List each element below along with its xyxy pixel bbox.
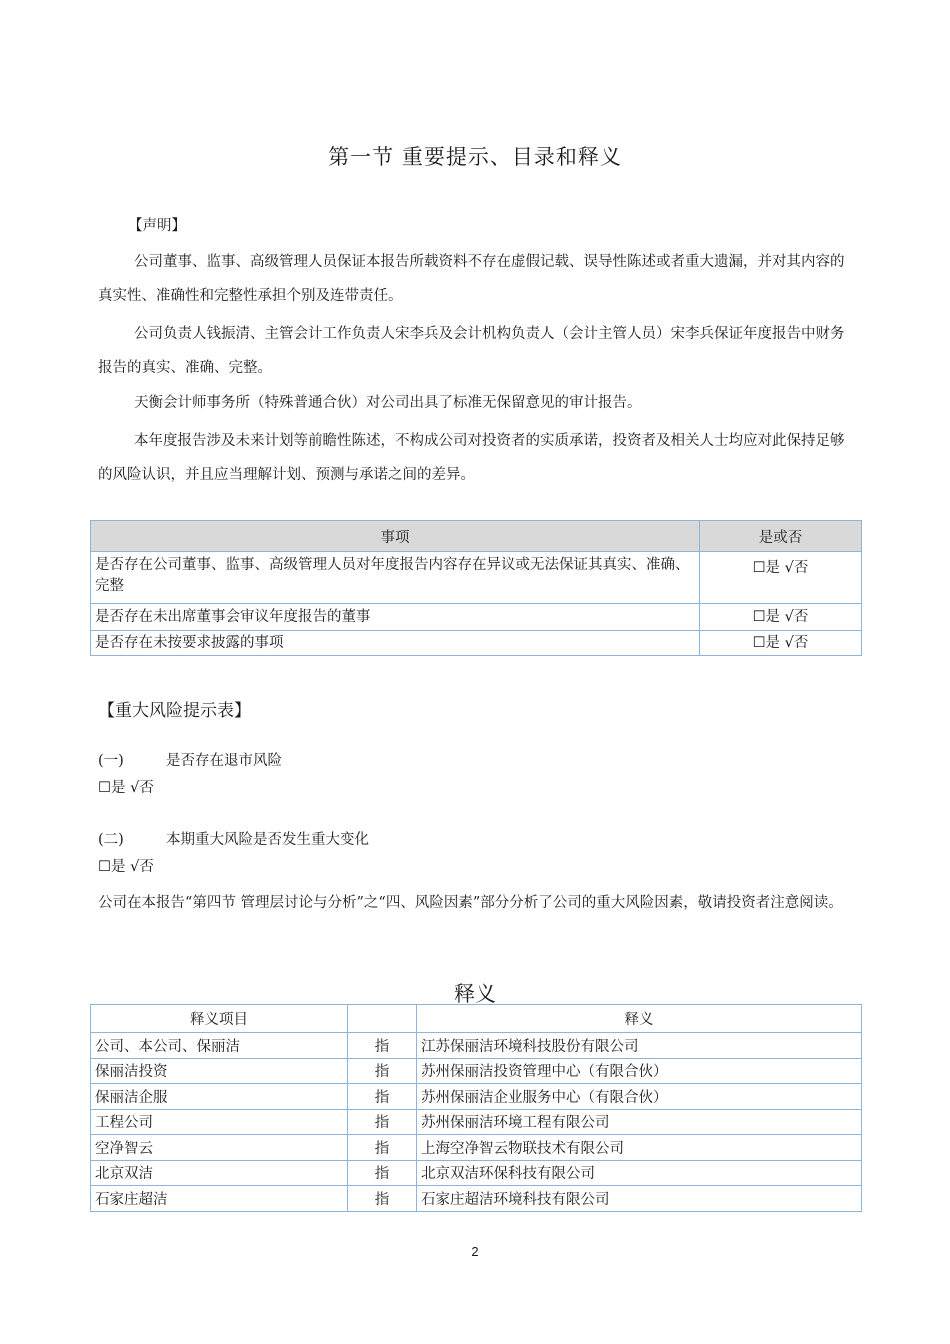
definition-meaning: 江苏保丽洁环境科技股份有限公司 — [417, 1033, 862, 1059]
table-row — [91, 1135, 862, 1161]
matter-answer: ☐是 √否 — [700, 552, 862, 604]
definition-meaning: 石家庄超洁环境科技有限公司 — [417, 1186, 862, 1212]
definition-refers: 指 — [348, 1186, 417, 1212]
definition-refers: 指 — [348, 1058, 417, 1084]
definition-term: 保丽洁投资 — [91, 1058, 348, 1084]
definition-meaning: 北京双洁环保科技有限公司 — [417, 1160, 862, 1186]
definition-meaning: 苏州保丽洁企业服务中心（有限合伙） — [417, 1084, 862, 1110]
column-header-answer: 是或否 — [700, 521, 862, 552]
definition-refers: 指 — [348, 1160, 417, 1186]
column-header-refers — [348, 1005, 417, 1033]
risk-item-1-answer: ☐是 √否 — [98, 780, 154, 796]
declaration-paragraph-4: 本年度报告涉及未来计划等前瞻性陈述，不构成公司对投资者的实质承诺，投资者及相关人士均应对此保持足够的风险认识，并且应当理解计划、预测与承诺之间的差异。 — [98, 433, 845, 483]
definition-term: 公司、本公司、保丽洁 — [91, 1033, 348, 1059]
declaration-heading: 【声明】 — [128, 218, 186, 234]
table-row — [91, 1109, 862, 1135]
table-row — [91, 1084, 862, 1110]
risk-item-1 — [98, 749, 282, 770]
definition-meaning: 上海空净智云物联技术有限公司 — [417, 1135, 862, 1161]
declaration-paragraph-2: 公司负责人钱振清、主管会计工作负责人宋李兵及会计机构负责人（会计主管人员）宋李兵保证年度报告中财务报告的真实、准确、完整。 — [98, 326, 845, 376]
matter-text: 是否存在未按要求披露的事项 — [91, 631, 700, 656]
definition-term: 保丽洁企服 — [91, 1084, 348, 1110]
risk-item-question: 是否存在退市风险 — [166, 753, 282, 769]
table-row — [91, 1033, 862, 1059]
table-row — [91, 552, 862, 604]
table-header-row — [91, 1005, 862, 1033]
declaration-paragraph-1: 公司董事、监事、高级管理人员保证本报告所载资料不存在虚假记载、误导性陈述或者重大遗漏，并对其内容的真实性、准确性和完整性承担个别及连带责任。 — [98, 254, 845, 304]
definition-refers: 指 — [348, 1135, 417, 1161]
risk-item-2-answer: ☐是 √否 — [98, 859, 154, 875]
definition-meaning: 苏州保丽洁环境工程有限公司 — [417, 1109, 862, 1135]
table-row — [91, 1058, 862, 1084]
definitions-title: 释义 — [454, 982, 496, 1006]
definition-term: 空净智云 — [91, 1135, 348, 1161]
matter-answer: ☐是 √否 — [700, 631, 862, 656]
risk-item-number: (一) — [98, 753, 124, 769]
matter-text: 是否存在公司董事、监事、高级管理人员对年度报告内容存在异议或无法保证其真实、准确、完整 — [91, 552, 700, 604]
definition-meaning: 苏州保丽洁投资管理中心（有限合伙） — [417, 1058, 862, 1084]
column-header-item: 事项 — [91, 521, 700, 552]
page-number: 2 — [471, 1244, 479, 1259]
definition-term: 石家庄超洁 — [91, 1186, 348, 1212]
definition-refers: 指 — [348, 1084, 417, 1110]
risk-item-number: (二) — [98, 832, 124, 848]
risk-item-question: 本期重大风险是否发生重大变化 — [166, 832, 369, 848]
matter-text: 是否存在未出席董事会审议年度报告的董事 — [91, 604, 700, 631]
column-header-meaning: 释义 — [417, 1005, 862, 1033]
matters-table — [90, 520, 862, 656]
page-title: 第一节 重要提示、目录和释义 — [328, 145, 622, 169]
definition-refers: 指 — [348, 1033, 417, 1059]
table-header-row — [91, 521, 862, 552]
declaration-paragraph-3: 天衡会计师事务所（特殊普通合伙）对公司出具了标准无保留意见的审计报告。 — [134, 395, 642, 411]
matter-answer: ☐是 √否 — [700, 604, 862, 631]
column-header-term: 释义项目 — [91, 1005, 348, 1033]
risk-note: 公司在本报告“第四节 管理层讨论与分析”之“四、风险因素”部分分析了公司的重大风险因素，敬请投资者注意阅读。 — [98, 895, 843, 911]
risk-item-2 — [98, 828, 369, 849]
table-row — [91, 631, 862, 656]
definition-term: 北京双洁 — [91, 1160, 348, 1186]
table-row — [91, 1186, 862, 1212]
definition-refers: 指 — [348, 1109, 417, 1135]
definitions-table — [90, 1004, 862, 1212]
risk-heading: 【重大风险提示表】 — [98, 701, 251, 721]
definition-term: 工程公司 — [91, 1109, 348, 1135]
table-row — [91, 604, 862, 631]
table-row — [91, 1160, 862, 1186]
